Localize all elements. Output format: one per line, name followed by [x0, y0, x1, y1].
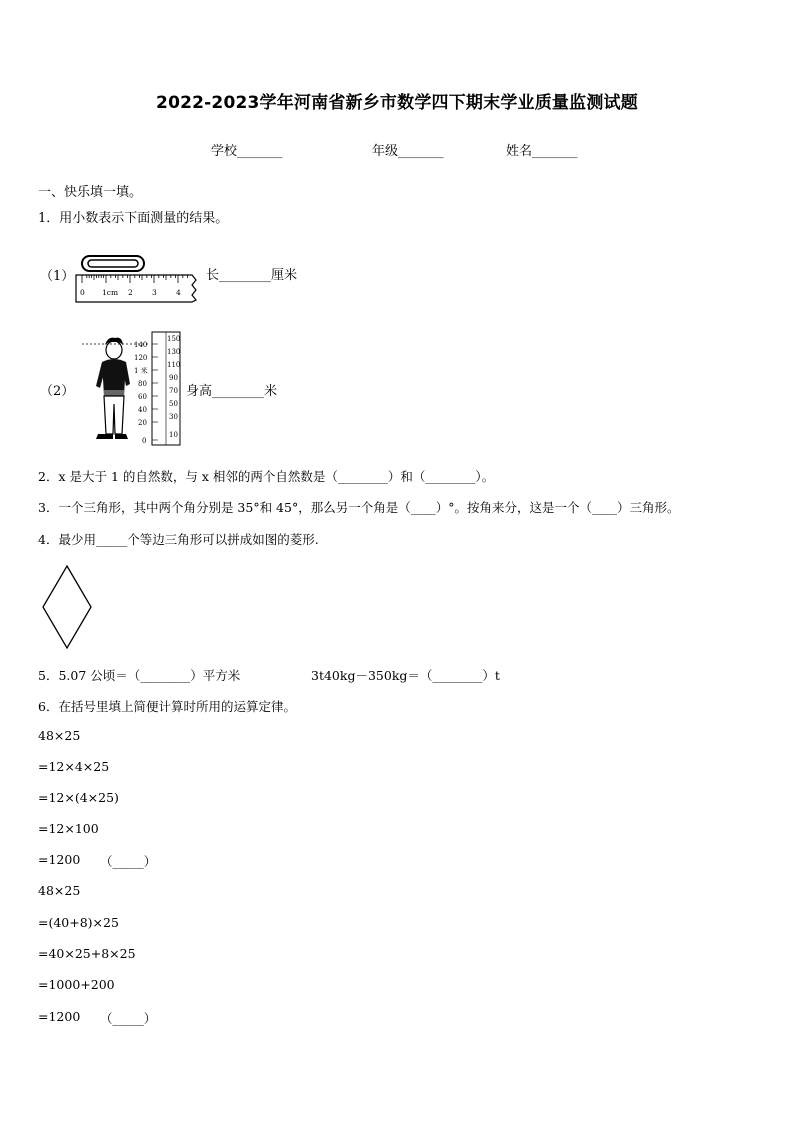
school-label: 学校: [211, 144, 238, 159]
name-field: [506, 140, 578, 159]
calc2-line1: 48×25: [38, 883, 81, 898]
height-chart-figure: [82, 328, 184, 448]
calc1-law-blank: （_____）: [100, 854, 157, 869]
q1-part2-unit: 米: [264, 384, 278, 399]
calc1-line2: =12×4×25: [38, 759, 110, 774]
question-1: 1．用小数表示下面测量的结果。: [38, 211, 229, 226]
paperclip-icon: [82, 256, 144, 271]
grade-label: 年级: [372, 144, 399, 159]
scale-right-130: 130: [167, 348, 181, 356]
question-2: 2．x 是大于 1 的自然数，与 x 相邻的两个自然数是（________）和（________）。: [38, 469, 495, 484]
name-blank: _______: [532, 144, 578, 159]
calc1-line3: =12×(4×25): [38, 790, 119, 805]
scale-left-0: 0: [142, 437, 147, 445]
calc1-line4: =12×100: [38, 821, 99, 836]
rhombus-figure: [40, 564, 94, 650]
scale-left-20: 20: [138, 419, 147, 427]
calc2-line2: =(40+8)×25: [38, 915, 119, 930]
ruler-tick-3: 3: [152, 288, 157, 297]
calc2-line3: =40×25+8×25: [38, 946, 136, 961]
boy-figure-icon: [96, 338, 130, 439]
scale-left-1m: 1 米: [134, 367, 148, 375]
calc1-line5: =1200: [38, 852, 81, 867]
q1-part1-label: （1）: [40, 269, 75, 284]
q1-part2-label: （2）: [40, 384, 75, 399]
scale-left-40: 40: [138, 406, 147, 414]
school-blank: _______: [237, 144, 283, 159]
scale-left-140: 140: [134, 341, 148, 349]
scale-right-70: 70: [169, 387, 178, 395]
grade-field: [372, 140, 444, 159]
scale-right-50: 50: [169, 400, 178, 408]
question-6: 6．在括号里填上简便计算时所用的运算定律。: [38, 699, 296, 714]
scale-right-150: 150: [167, 335, 181, 343]
calc2-law-blank: （_____）: [100, 1011, 157, 1026]
question-5b: 3t40kg－350kg＝（________）t: [311, 668, 500, 683]
q1-part1-unit: 厘米: [271, 268, 298, 283]
q1-part1-before: 长: [206, 268, 220, 283]
calc2-line4: =1000+200: [38, 977, 115, 992]
q1-part1-answer: [206, 264, 297, 283]
q1-part2-before: 身高: [186, 384, 213, 399]
ruler-tick-0: 0: [80, 288, 85, 297]
question-3: 3．一个三角形，其中两个角分别是 35°和 45°，那么另一个角是（____）°。按角来分，这是一个（____）三角形。: [38, 500, 680, 515]
question-5a: 5．5.07 公顷＝（________）平方米: [38, 668, 241, 683]
question-4: 4．最少用_____个等边三角形可以拼成如图的菱形.: [38, 532, 319, 547]
scale-left-120: 120: [134, 354, 148, 362]
q1-part1-blank: ________: [219, 268, 272, 283]
ruler-figure: [74, 253, 202, 305]
scale-right-30: 30: [169, 413, 178, 421]
page-title: 2022-2023学年河南省新乡市数学四下期末学业质量监测试题: [156, 93, 638, 113]
ruler-tick-1: 1cm: [102, 288, 119, 297]
section-heading: 一、快乐填一填。: [38, 185, 143, 200]
scale-right-110: 110: [167, 361, 181, 369]
q1-part2-answer: [186, 380, 277, 399]
scale-left-60: 60: [138, 393, 147, 401]
grade-blank: _______: [398, 144, 444, 159]
school-field: [211, 140, 283, 159]
calc1-line1: 48×25: [38, 728, 81, 743]
ruler-tick-4: 4: [176, 288, 181, 297]
q1-part2-blank: ________: [212, 384, 265, 399]
ruler-tick-2: 2: [128, 288, 133, 297]
scale-right-10: 10: [169, 431, 178, 439]
scale-right-90: 90: [169, 374, 178, 382]
name-label: 姓名: [506, 144, 533, 159]
calc2-line5: =1200: [38, 1009, 81, 1024]
scale-left-80: 80: [138, 380, 147, 388]
